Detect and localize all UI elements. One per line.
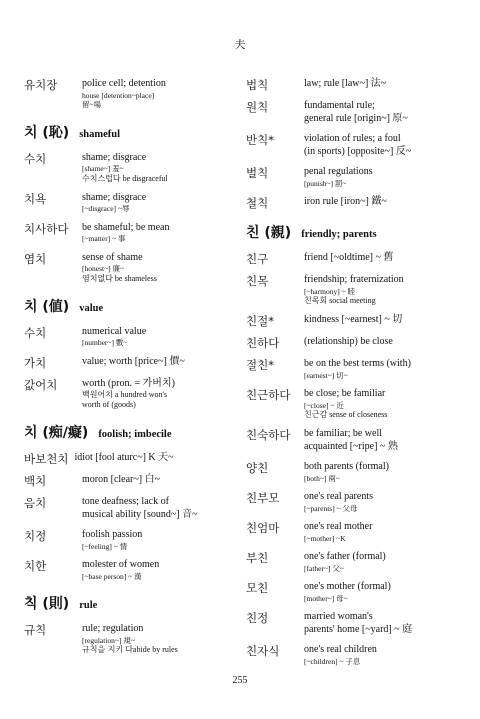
section-title: 칙 (則) [24,596,70,612]
headword: 친엄마 [246,521,280,535]
definition-block [82,529,232,551]
example-english: sense of closeness [327,410,388,419]
etymology-line: [both~] 兩~ [304,473,340,483]
definition-block [304,358,464,380]
section-gloss: rule [79,600,98,611]
section-heading [24,296,232,316]
running-header: 夫 [234,38,246,51]
definition-line: one's mother (formal) [304,581,391,592]
definition-line: friend [~oldtime] ~ 舊 [304,252,394,263]
section-heading [24,122,232,142]
definition-block [82,222,232,244]
etymology-line: [father~] 父~ [304,563,344,573]
headword: 모친 [246,581,269,595]
headword: 규칙 [24,623,47,637]
dictionary-entry [246,428,464,453]
definition-block [82,474,232,488]
dictionary-entry [246,388,464,420]
definition-line: one's real parents [304,491,373,502]
etymology-line: [~mother] ~K [304,533,346,543]
dictionary-entry [24,356,232,370]
headword: 값어치 [24,377,58,392]
section-heading [24,422,232,442]
definition-block [82,496,232,521]
definition-line: parents' home [~yard] ~ 庭 [304,623,413,635]
definition-line: musical ability [sound~] 音~ [82,508,198,520]
definition-line: both parents (formal) [304,461,389,472]
definition-line: shame; disgrace [82,151,147,163]
definition-block [304,611,464,636]
definition-line: idiot [fool aturc~] K 天~ [74,452,174,463]
definition-block [304,491,464,513]
section-title: 치 (恥) [24,124,70,141]
example-line [304,296,464,306]
headword: 수치 [24,151,47,166]
headword: 친자식 [246,644,280,658]
etymology-line: [~feeling] ~ 情 [82,541,128,551]
definition-block [304,252,464,266]
definition-block [82,378,232,411]
headword: 백치 [24,474,47,488]
example-korean: 백원어치 [82,390,113,399]
section-title: 친 (親) [246,225,292,241]
dictionary-entry [246,581,464,603]
definition-line: foolish passion [82,529,143,540]
definition-line: violation of rules; a foul [304,133,401,144]
etymology-line: [~parents] ~ 父母 [304,503,358,513]
headword: 치한 [24,559,47,573]
dictionary-entry [24,192,232,214]
section-gloss: value [79,302,104,314]
definition-line: iron rule [iron~] 鐵~ [304,196,387,207]
example-english: worth of (goods) [82,400,136,409]
definition-block [82,192,232,214]
dictionary-entry [24,496,232,521]
headword: 친정 [246,611,269,625]
definition-block [304,428,464,453]
example-english: a hundred won's [112,390,168,399]
headword: 철칙 [246,196,269,210]
etymology-line: [~matter] ~ 事 [82,234,126,243]
dictionary-entry [246,336,464,350]
definition-line: be familiar; be well [304,428,383,439]
dictionary-entry [246,491,464,513]
dictionary-entry [24,529,232,551]
definition-line: numerical value [82,325,147,337]
headword: 친근하다 [246,388,291,402]
headword: 가치 [24,355,47,370]
headword: 수치 [24,325,47,340]
definition-line: (relationship) be close [304,336,393,347]
dictionary-entry [246,252,464,266]
page-number: 255 [232,675,248,686]
definition-line: molester of women [82,559,160,570]
definition-block [82,78,232,110]
definition-line: fundamental rule; [304,100,375,111]
dictionary-entry [246,100,464,125]
headword: 친부모 [246,491,280,505]
dictionary-entry [24,378,232,411]
etymology-line: [shame~] 羞~ [82,164,124,173]
example-korean: 규칙을 지키 [82,645,124,654]
dictionary-entry [246,274,464,306]
section-heading [246,222,464,242]
definition-block [304,644,464,666]
headword: 절친* [246,358,274,372]
definition-block [304,314,464,328]
dictionary-entry [24,152,232,184]
headword: 부친 [246,551,269,565]
example-korean: 수치스럽다 [82,173,121,183]
headword: 반칙* [246,133,274,147]
definition-line: be on the best terms (with) [304,358,411,369]
dictionary-entry [24,78,232,110]
definition-line: value; worth [price~] 價~ [82,355,185,367]
example-line [82,645,232,655]
dictionary-entry [246,358,464,380]
dictionary-entry [246,78,464,92]
dictionary-entry [24,252,232,284]
definition-block [82,152,232,184]
dictionary-entry [246,644,464,666]
example-line [82,390,232,400]
definition-block [82,326,232,348]
left-column [24,78,232,663]
definition-block [304,551,464,573]
definition-line: one's father (formal) [304,551,386,562]
etymology-line: [honest~] 廉~ [82,264,125,273]
dictionary-entry [246,133,464,158]
definition-line: one's real children [304,644,377,655]
definition-line: tone deafness; lack of [82,496,169,507]
example-english: 다abide by rules [123,645,178,654]
definition-line: rule; regulation [82,623,144,634]
dictionary-entry [24,474,232,488]
headword: 양친 [246,461,269,475]
definition-block [304,274,464,306]
headword: 바보천치 [24,452,69,466]
example-korean: 친근감 [304,410,328,419]
section-gloss: friendly; parents [301,229,377,240]
etymology-line: [mother~] 母~ [304,593,348,603]
headword: 법칙 [246,78,269,92]
headword: 친숙하다 [246,428,291,442]
dictionary-entry [246,166,464,188]
definition-block [82,252,232,284]
headword: 염치 [24,251,47,266]
definition-block [304,166,464,188]
section-title: 치 (値) [24,298,70,315]
definition-block [304,521,464,543]
dictionary-entry [246,521,464,543]
definition-line: moron [clear~] 白~ [82,474,161,485]
dictionary-entry [246,314,464,328]
definition-line: one's real mother [304,521,373,532]
section-gloss: foolish; imbecile [98,429,172,440]
dictionary-entry [24,222,232,244]
dictionary-entry [24,623,232,655]
definition-line: general rule [origin~] 原~ [304,112,408,124]
definition-line: sense of shame [82,251,143,263]
definition-block [304,461,464,483]
section-title: 치 (痴/癡) [24,425,89,441]
example-english: social meeting [327,296,376,305]
etymology-line: [earnest~] 切~ [304,370,348,380]
right-column [246,78,464,674]
definition-line: kindness [~earnest] ~ 切 [304,314,403,325]
etymology-line: [~disgrace] ~辱 [82,204,130,213]
headword: 음치 [24,496,47,510]
example-line [82,400,232,410]
etymology-line: 留~場 [82,100,102,109]
etymology-line: [~children] ~ 子息 [304,656,361,666]
example-line [82,274,232,284]
definition-block [304,78,464,92]
etymology-line: [number~] 數~ [82,338,128,347]
definition-block [304,388,464,420]
example-korean: 친목회 [304,296,328,305]
section-gloss: shameful [79,128,121,140]
definition-line: police cell; detention [82,78,166,89]
etymology-line: [~harmony] ~ 睦 [304,286,356,296]
definition-block [82,356,232,370]
headword: 원칙 [246,100,269,114]
definition-block [304,336,464,350]
headword: 치사하다 [24,221,69,236]
headword: 친구 [246,252,269,266]
definition-block [304,196,464,210]
definition-block [304,581,464,603]
dictionary-entry [24,452,232,466]
dictionary-entry [24,326,232,348]
section-heading [24,593,232,613]
definition-line: (in sports) [opposite~] 反~ [304,145,412,157]
example-line [304,410,464,420]
example-korean: 염치없다 [82,273,113,283]
definition-block [82,559,232,581]
definition-block [82,623,232,655]
definition-line: acquainted [~ripe] ~ 熟 [304,440,398,452]
etymology-line: [~close] ~ 近 [304,400,344,410]
etymology-line: [punish~] 罰~ [304,178,347,188]
example-english: be shameless [112,273,157,283]
definition-line: be shameful; be mean [82,221,170,233]
example-english: be disgraceful [120,173,168,183]
definition-line: friendship; fraternization [304,274,404,285]
definition-line: penal regulations [304,166,373,177]
definition-line: be close; be familiar [304,388,386,399]
definition-line: worth (pron. = 가버치) [82,377,175,389]
etymology-line: house [detention~place] [82,90,155,100]
definition-line: shame; disgrace [82,191,147,203]
headword: 치욕 [24,191,47,206]
headword: 친하다 [246,336,280,350]
headword: 벌칙 [246,166,269,180]
definition-block [304,133,464,158]
headword: 친목 [246,274,269,288]
example-line [82,174,232,184]
headword: 유치장 [24,78,58,92]
dictionary-entry [24,559,232,581]
definition-block [74,452,232,466]
definition-block [304,100,464,125]
etymology-line: [regulation~] 規~ [82,635,135,645]
dictionary-entry [246,611,464,636]
headword: 친절* [246,314,274,328]
definition-line: married woman's [304,611,373,622]
dictionary-entry [246,196,464,210]
etymology-line: [~base person] ~ 漢 [82,571,142,581]
dictionary-entry [246,461,464,483]
headword: 치정 [24,529,47,543]
dictionary-entry [246,551,464,573]
definition-line: law; rule [law~] 法~ [304,78,387,89]
